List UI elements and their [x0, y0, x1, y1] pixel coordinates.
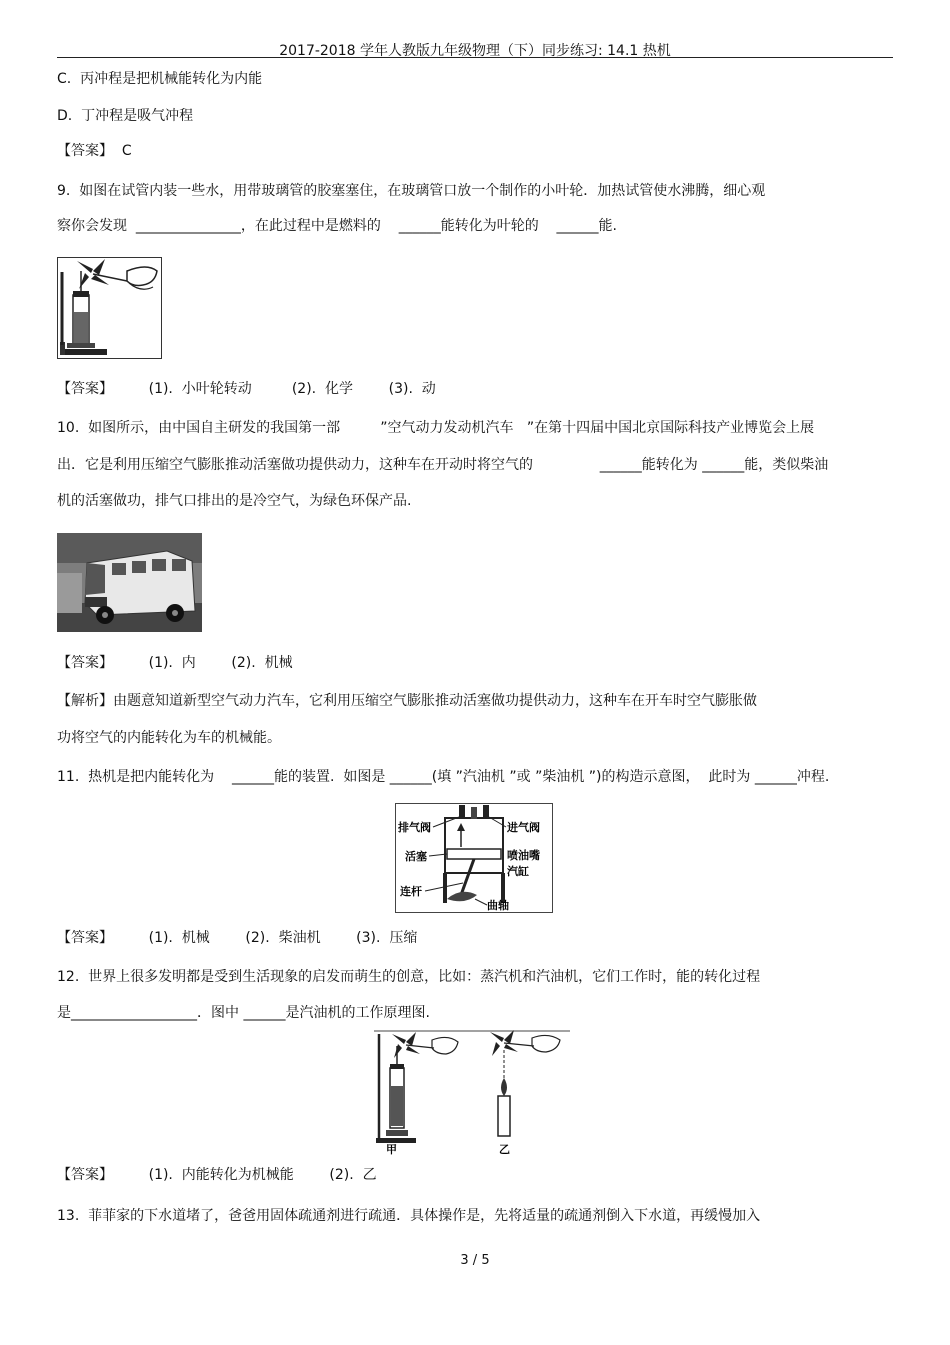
question-12-line2: 是__________________．图中 ______是汽油机的工作原理图. — [57, 1005, 430, 1021]
label-jia: 甲 — [386, 1143, 397, 1156]
test-tube-pinwheel-figure — [57, 257, 162, 359]
question-11: 11. 热机是把内能转化为 ______能的装置. 如图是 ______(填 ”汽油机 ”或 ”柴油机 ”)的构造示意图， 此时为 ______冲程. — [57, 769, 830, 785]
answer-11: 【答案】 (1). 机械 (2). 柴油机 (3). 压缩 — [57, 930, 418, 946]
question-9-line1: 9. 如图在试管内装一些水，用带玻璃管的胶塞塞住，在玻璃管口放一个制作的小叶轮．加热试管使水沸腾，细心观 — [57, 183, 766, 199]
page-number: 3 / 5 — [460, 1253, 490, 1268]
question-10-line1: 10. 如图所示，由中国自主研发的我国第一部 ”空气动力发动机汽车 ”在第十四届中国北京国际科技产业博览会上展 — [57, 420, 815, 436]
question-13-line1: 13. 菲菲家的下水道堵了，爸爸用固体疏通剂进行疏通．具体操作是，先将适量的疏通剂倒入下水道，再缓慢加入 — [57, 1208, 761, 1224]
page-header: 2017-2018 学年人教版九年级物理（下）同步练习: 14.1 热机 — [279, 43, 671, 59]
header-rule — [57, 57, 893, 58]
label-intake-valve: 进气阀 — [507, 821, 540, 834]
question-10-line2: 出．它是利用压缩空气膨胀推动活塞做功提供动力，这种车在开动时将空气的 ______能转化为 ______能，类似柴油 — [57, 457, 829, 473]
question-12-line1: 12. 世界上很多发明都是受到生活现象的启发而萌生的创意，比如：蒸汽机和汽油机，它们工作时，能的转化过程 — [57, 969, 761, 985]
label-exhaust-valve: 排气阀 — [398, 821, 431, 834]
answer-8: 【答案】 C — [57, 143, 132, 159]
label-yi: 乙 — [499, 1143, 510, 1156]
jia-yi-experiment-figure — [374, 1030, 570, 1156]
diesel-engine-diagram — [395, 803, 553, 913]
label-injector: 喷油嘴 — [507, 849, 540, 862]
answer-12: 【答案】 (1). 内能转化为机械能 (2). 乙 — [57, 1167, 377, 1183]
option-d: D. 丁冲程是吸气冲程 — [57, 108, 194, 124]
option-c: C. 丙冲程是把机械能转化为内能 — [57, 71, 263, 87]
label-cylinder: 汽缸 — [507, 865, 529, 878]
air-powered-car-photo — [57, 533, 202, 632]
label-crankshaft: 曲轴 — [487, 899, 509, 912]
label-connecting-rod: 连杆 — [400, 885, 422, 898]
answer-10: 【答案】 (1). 内 (2). 机械 — [57, 655, 293, 671]
answer-9: 【答案】 (1). 小叶轮转动 (2). 化学 (3). 动 — [57, 381, 436, 397]
label-piston: 活塞 — [405, 850, 427, 863]
question-10-line3: 机的活塞做功，排气口排出的是冷空气，为绿色环保产品. — [57, 493, 412, 509]
analysis-10-line2: 功将空气的内能转化为车的机械能。 — [57, 730, 281, 746]
question-9-line2: 察你会发现 _______________，在此过程中是燃料的 ______能转化为叶轮的 ______能. — [57, 218, 617, 234]
analysis-10-line1: 【解析】由题意知道新型空气动力汽车，它利用压缩空气膨胀推动活塞做功提供动力，这种车在开车时空气膨胀做 — [57, 693, 757, 709]
